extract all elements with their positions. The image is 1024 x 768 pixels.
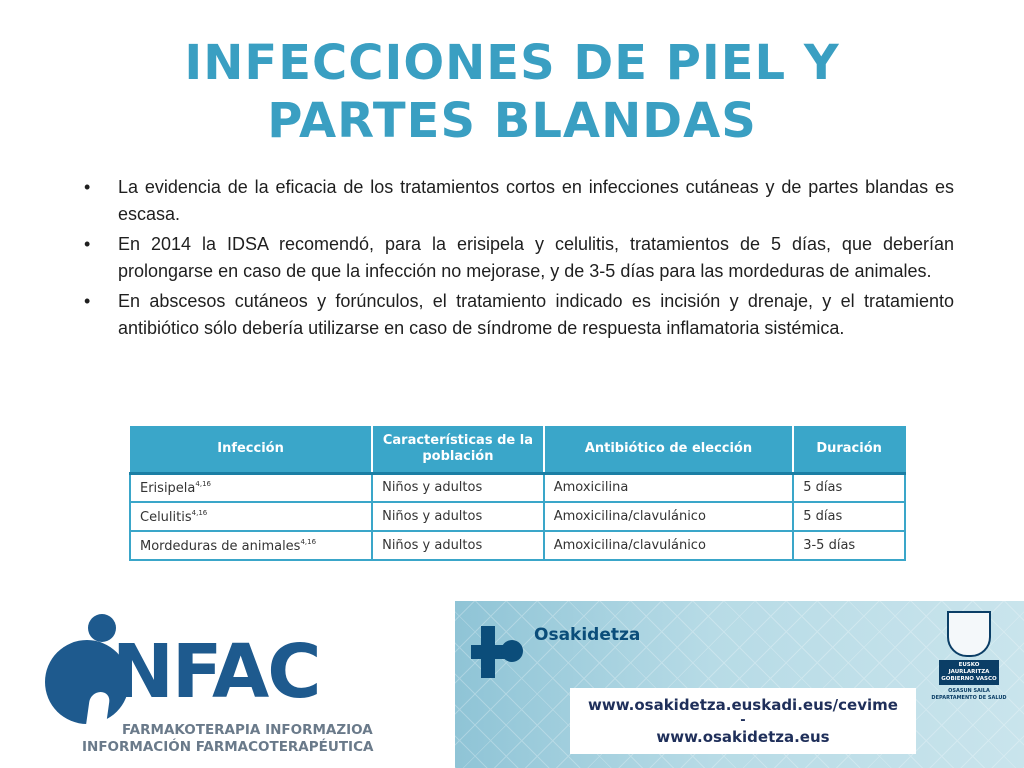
table-header-row — [130, 426, 905, 473]
bullet-list — [84, 174, 954, 345]
cell-infection: Celulitis$^{4,16}$ — [130, 502, 372, 531]
osakidetza-banner — [455, 601, 1024, 768]
table-row — [130, 473, 905, 502]
bullet-item — [84, 288, 954, 342]
infac-subtitle-basque: FARMAKOTERAPIA INFORMAZIOA — [122, 722, 373, 738]
cevime-url[interactable]: www.osakidetza.euskadi.eus/cevime — [588, 696, 898, 714]
cell-infection: Erisipela$^{4,16}$ — [130, 473, 372, 502]
header-population: Características de la población — [372, 426, 544, 473]
url-box — [570, 688, 916, 754]
treatment-table — [129, 426, 906, 561]
title-line-1: INFECCIONES DE PIEL Y — [184, 35, 840, 91]
gobierno-vasco-logo — [919, 611, 1019, 702]
slide-title — [0, 34, 1024, 150]
osakidetza-cross-icon — [471, 626, 523, 678]
table-row — [130, 502, 905, 531]
osakidetza-url[interactable]: www.osakidetza.eus — [656, 728, 830, 746]
cell-duration: 5 días — [793, 502, 905, 531]
cell-antibiotic: Amoxicilina — [544, 473, 793, 502]
bullet-dot-icon: • — [84, 177, 91, 197]
bullet-dot-icon: • — [84, 291, 91, 311]
cell-antibiotic: Amoxicilina/clavulánico — [544, 502, 793, 531]
infac-logo — [40, 612, 380, 757]
cell-duration: 5 días — [793, 473, 905, 502]
header-antibiotic: Antibiótico de elección — [544, 426, 793, 473]
bullet-item — [84, 231, 954, 285]
header-duration: Duración — [793, 426, 905, 473]
bullet-text: En abscesos cutáneos y forúnculos, el tratamiento indicado es incisión y drenaje, y el tratamiento antibiótico sólo debería utilizarse en caso de síndrome de respuesta inflamatoria sistémica. — [118, 291, 954, 338]
gobierno-vasco-shield-icon — [947, 611, 991, 657]
bullet-text: La evidencia de la eficacia de los tratamientos cortos en infecciones cutáneas y de partes blandas es escasa. — [118, 177, 954, 224]
bullet-dot-icon: • — [84, 234, 91, 254]
cell-infection: Mordeduras de animales$^{4,16}$ — [130, 531, 372, 560]
department-label: OSASUN SAILA DEPARTAMENTO DE SALUD — [931, 688, 1007, 701]
infac-subtitle-spanish: INFORMACIÓN FARMACOTERAPÉUTICA — [82, 739, 374, 755]
gobierno-vasco-label: EUSKO JAURLARITZA GOBIERNO VASCO — [939, 660, 999, 685]
cell-population: Niños y adultos — [372, 502, 544, 531]
cell-population: Niños y adultos — [372, 473, 544, 502]
header-infection: Infección — [130, 426, 372, 473]
cell-population: Niños y adultos — [372, 531, 544, 560]
table-row — [130, 531, 905, 560]
title-line-2: PARTES BLANDAS — [267, 93, 757, 149]
bullet-item — [84, 174, 954, 228]
url-separator: - — [740, 713, 746, 728]
osakidetza-name: Osakidetza — [534, 625, 641, 645]
cell-duration: 3-5 días — [793, 531, 905, 560]
bullet-text: En 2014 la IDSA recomendó, para la erisipela y celulitis, tratamientos de 5 días, que deberían prolongarse en caso de que la infección no mejorase, y de 3-5 días para las mordeduras de animales. — [118, 234, 954, 281]
infac-wordmark: NFAC — [112, 629, 320, 715]
cell-antibiotic: Amoxicilina/clavulánico — [544, 531, 793, 560]
